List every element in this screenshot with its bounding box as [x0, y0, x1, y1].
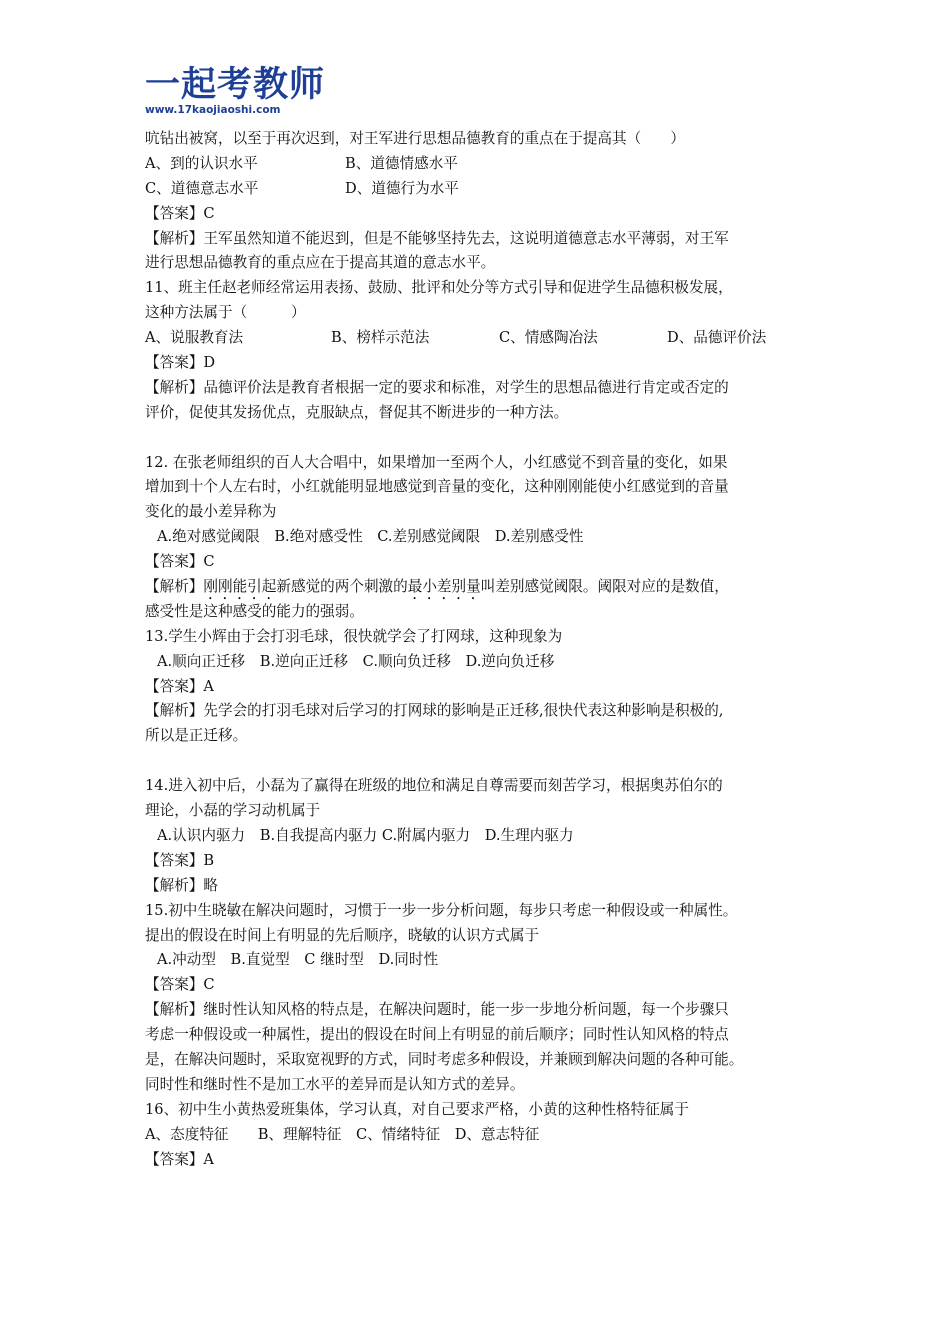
q12-stem-line-3: 变化的最小差异称为 — [145, 503, 277, 521]
q15-stem-line-2: 提出的假设在时间上有明显的先后顺序，晓敏的认识方式属于 — [145, 926, 540, 944]
q12-options: A.绝对感觉阈限 B.绝对感受性 C.差别感觉阈限 D.差别感受性 — [157, 528, 584, 546]
q11-option-c: C、情感陶冶法 — [499, 329, 598, 347]
q11-analysis-line-2: 评价，促使其发扬优点，克服缺点，督促其不断进步的一种方法。 — [145, 403, 569, 421]
q11-stem-line-1: 11、班主任赵老师经常运用表扬、鼓励、批评和处分等方式引导和促进学生品德积极发展， — [145, 279, 733, 297]
q10-stem: 吭钻出被窝，以至于再次迟到，对王军进行思想品德教育的重点在于提高其（ ） — [145, 130, 685, 147]
q11-analysis-line-1: 【解析】品德评价法是教育者根据一定的要求和标准，对学生的思想品德进行肯定或否定的 — [145, 378, 729, 396]
q15-analysis-line-1: 【解析】继时性认知风格的特点是，在解决问题时，能一步一步地分析问题，每一个步骤只 — [145, 1001, 729, 1019]
spacer — [145, 749, 810, 774]
q14-answer: 【答案】B — [145, 851, 215, 869]
q16-options: A、态度特征 B、理解特征 C、情绪特征 D、意志特征 — [145, 1125, 540, 1143]
q10-options-row-2 — [145, 177, 810, 202]
q13-options: A.顺向正迁移 B.逆向正迁移 C.顺向负迁移 D.逆向负迁移 — [157, 652, 555, 670]
q12-analysis-emphasis-2: 最小差别量 — [407, 578, 481, 596]
q12-stem-line-1: 12. 在张老师组织的百人大合唱中，如果增加一至两个人，小红感觉不到音量的变化，如果 — [145, 453, 728, 471]
q13-answer: 【答案】A — [145, 677, 214, 695]
q12-analysis-text-2: 叫差别感觉阈限。阈限对应的是数值， — [480, 578, 729, 596]
q12-analysis-line-2: 感受性是这种感受的能力的强弱。 — [145, 602, 364, 620]
logo-text: 一起考教师 — [145, 65, 326, 105]
q16-answer: 【答案】A — [145, 1150, 214, 1168]
q13-analysis-line-1: 【解析】先学会的打羽毛球对后学习的打网球的影响是正迁移,很快代表这种影响是积极的, — [145, 702, 724, 720]
q16-stem: 16、初中生小黄热爱班集体，学习认真，对自己要求严格，小黄的这种性格特征属于 — [145, 1100, 689, 1118]
q11-option-d: D、品德评价法 — [667, 329, 767, 347]
q12-analysis-label: 【解析】 — [145, 578, 204, 596]
q10-option-c: C、道德意志水平 — [145, 179, 259, 197]
q10-answer: 【答案】C — [145, 204, 215, 222]
q12-analysis-line-1 — [145, 575, 810, 600]
q12-analysis-emphasis-1: 刚刚能引起 — [203, 578, 277, 596]
q14-stem-line-2: 理论，小磊的学习动机属于 — [145, 802, 321, 820]
q15-stem-line-1: 15.初中生晓敏在解决问题时，习惯于一步一步分析问题，每步只考虑一种假设或一种属性。 — [145, 901, 738, 919]
q15-answer: 【答案】C — [145, 976, 215, 994]
q11-stem-line-2: 这种方法属于（ ） — [145, 304, 306, 322]
q10-option-d: D、道德行为水平 — [345, 179, 459, 197]
spacer — [145, 426, 810, 451]
q14-options: A.认识内驱力 B.自我提高内驱力 C.附属内驱力 D.生理内驱力 — [157, 826, 574, 844]
q13-analysis-line-2: 所以是正迁移。 — [145, 727, 248, 745]
q10-options-row-1 — [145, 152, 810, 177]
q14-stem-line-1: 14.进入初中后，小磊为了赢得在班级的地位和满足自尊需要而刻苦学习，根据奥苏伯尔的 — [145, 777, 723, 795]
q15-analysis-line-2: 考虑一种假设或一种属性，提出的假设在时间上有明显的前后顺序；同时性认知风格的特点 — [145, 1026, 729, 1044]
q10-analysis-line-1: 【解析】王军虽然知道不能迟到，但是不能够坚持先去，这说明道德意志水平薄弱，对王军 — [145, 229, 729, 247]
q11-answer: 【答案】D — [145, 354, 216, 372]
logo-url: www.17kaojiaoshi.com — [145, 104, 281, 116]
site-logo[interactable] — [145, 65, 326, 117]
q14-analysis: 【解析】略 — [145, 876, 218, 894]
q11-option-b: B、榜样示范法 — [331, 329, 430, 347]
q12-analysis-text-1: 新感觉的两个刺激的 — [276, 578, 408, 596]
q15-analysis-line-4: 同时性和继时性不是加工水平的差异而是认知方式的差异。 — [145, 1075, 525, 1093]
q15-options: A.冲动型 B.直觉型 C 继时型 D.同时性 — [157, 951, 439, 969]
q10-analysis-line-2: 进行思想品德教育的重点应在于提高其道的意志水平。 — [145, 254, 496, 272]
q11-option-a: A、说服教育法 — [145, 329, 244, 347]
q10-option-a: A、到的认识水平 — [145, 154, 258, 172]
q15-analysis-line-3: 是，在解决问题时，采取宽视野的方式，同时考虑多种假设，并兼顾到解决问题的各种可能。 — [145, 1050, 744, 1068]
q10-option-b: B、道德情感水平 — [345, 154, 458, 172]
q12-stem-line-2: 增加到十个人左右时，小红就能明显地感觉到音量的变化，这种刚刚能使小红感觉到的音量 — [145, 478, 729, 496]
q11-options — [145, 326, 810, 351]
document-body — [145, 127, 810, 1172]
q12-answer: 【答案】C — [145, 553, 215, 571]
q13-stem: 13.学生小辉由于会打羽毛球，很快就学会了打网球，这种现象为 — [145, 627, 563, 645]
